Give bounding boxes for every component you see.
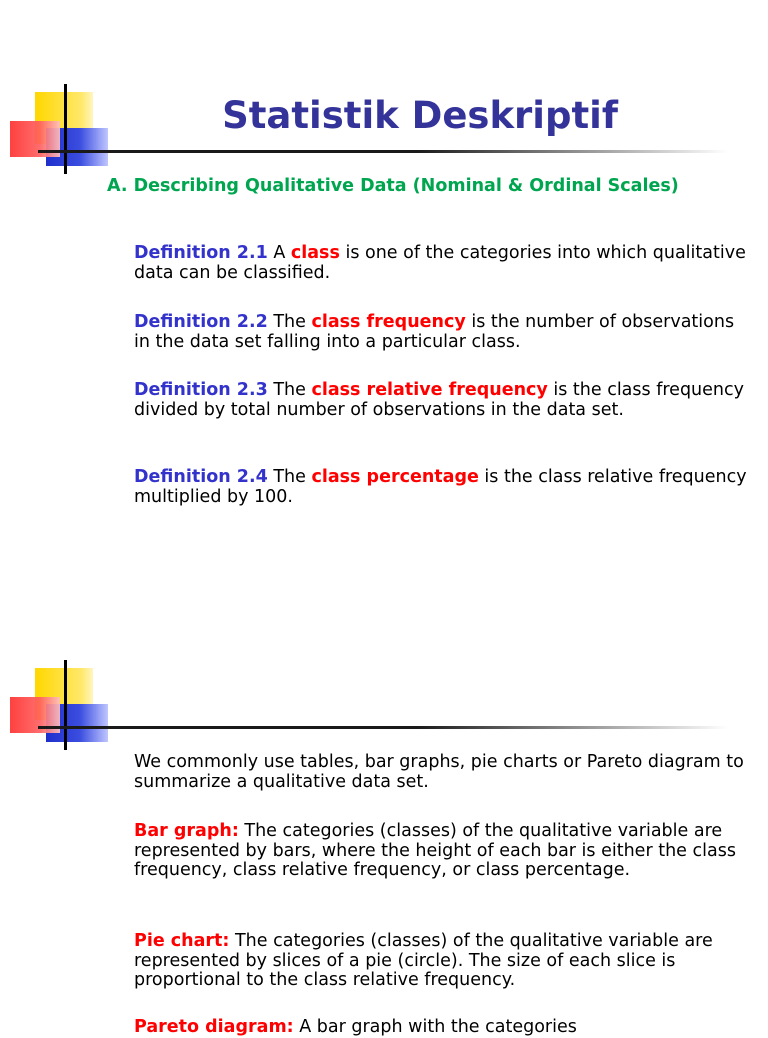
definition-2-3: Definition 2.3 The class relative frequency is the class frequency divided by total number of observations in the data set. (134, 380, 744, 420)
intro-paragraph: We commonly use tables, bar graphs, pie charts or Pareto diagram to summarize a qualitative data set. (134, 752, 744, 792)
definition-label: Definition 2.4 (134, 467, 268, 487)
defined-term: class relative frequency (311, 380, 548, 400)
corner-decoration-icon (0, 656, 120, 756)
defined-term: class (290, 243, 340, 263)
definition-2-4: Definition 2.4 The class percentage is the class relative frequency multiplied by 100. (134, 467, 747, 507)
bar-graph-item: Bar graph: The categories (classes) of the qualitative variable are represented by bars, where the height of each bar is either the class frequency, class relative frequency, or class percentage. (134, 821, 736, 881)
definition-label: Definition 2.3 (134, 380, 268, 400)
title-rule (38, 726, 728, 729)
item-term: Pie chart: (134, 931, 230, 951)
defined-term: class frequency (311, 312, 466, 332)
slide-title: Statistik Deskriptif (222, 94, 618, 137)
definition-2-1: Definition 2.1 A class is one of the categories into which qualitative data can be classified. (134, 243, 746, 283)
slide-2 (0, 640, 768, 1037)
defined-term: class percentage (311, 467, 479, 487)
item-term: Pareto diagram: (134, 1017, 294, 1037)
pie-chart-item: Pie chart: The categories (classes) of the qualitative variable are represented by slices of a pie (circle). The size of each slice is proportional to the class relative frequency. (134, 931, 713, 991)
item-term: Bar graph: (134, 821, 239, 841)
definition-label: Definition 2.2 (134, 312, 268, 332)
section-heading: A. Describing Qualitative Data (Nominal & Ordinal Scales) (107, 176, 679, 196)
definition-label: Definition 2.1 (134, 243, 268, 263)
definition-2-2: Definition 2.2 The class frequency is the number of observations in the data set falling into a particular class. (134, 312, 735, 352)
pareto-diagram-item: Pareto diagram: A bar graph with the categories (134, 1017, 577, 1037)
title-rule (38, 150, 728, 153)
